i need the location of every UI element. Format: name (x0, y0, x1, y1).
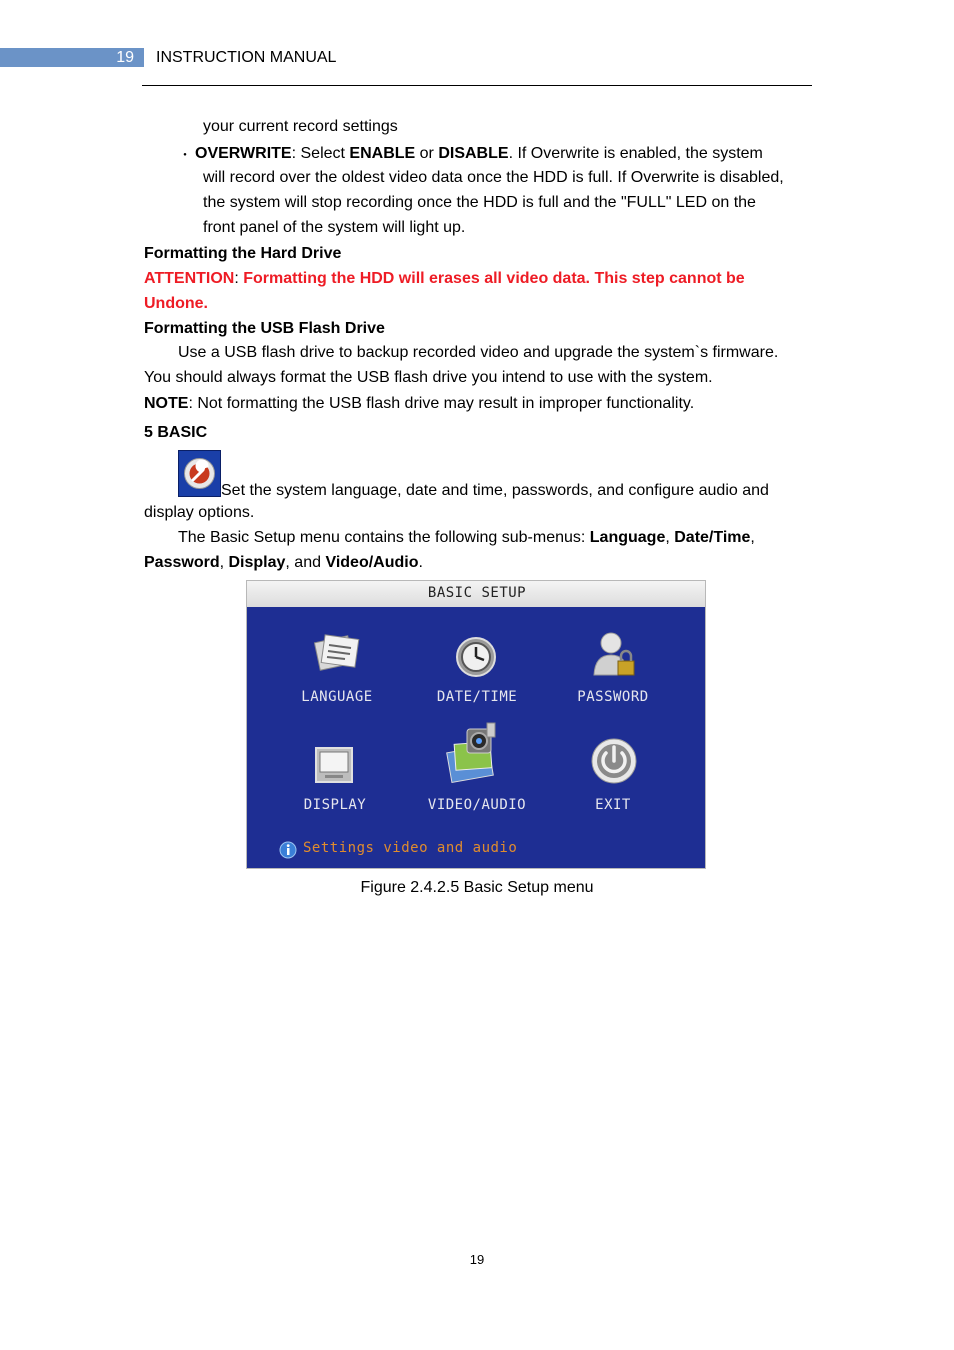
basic-paragraph-2b (144, 553, 423, 572)
text-fragment: , and (285, 554, 326, 571)
text-fragment: . If Overwrite is enabled, the system (508, 145, 763, 162)
overwrite-line-2: will record over the oldest video data once the HDD is full. If Overwrite is disabled, (203, 169, 784, 186)
menu-label-password: PASSWORD (577, 689, 649, 705)
enable-term: ENABLE (349, 145, 416, 162)
menu-label-date-time: DATE/TIME (436, 689, 518, 705)
note-label: NOTE (144, 395, 189, 412)
attention-text: Formatting the HDD will erases all video data. This step cannot be (243, 270, 745, 287)
term-display: Display (228, 554, 286, 571)
monitor-icon (315, 747, 353, 785)
text-fragment: : Select (291, 145, 350, 162)
power-icon (590, 737, 638, 785)
language-icon (311, 631, 363, 677)
term-video-audio: Video/Audio (325, 554, 419, 571)
usb-heading (144, 319, 385, 338)
text-fragment: , (665, 529, 675, 546)
basic-setup-screenshot (246, 580, 706, 869)
term-datetime: Date/Time (674, 529, 751, 546)
attention-line-2: Undone. (144, 295, 208, 312)
figure-caption: Figure 2.4.2.5 Basic Setup menu (360, 879, 594, 896)
note-line (144, 394, 694, 413)
menu-title-bar (247, 581, 706, 608)
menu-label-language: LANGUAGE (301, 689, 373, 705)
bullet-marker: ・ (178, 147, 192, 163)
basic-setup-icon (178, 450, 221, 497)
note-text: : Not formatting the USB flash drive may result in improper functionality. (188, 395, 695, 412)
menu-panel (247, 607, 706, 869)
footer-page-number: 19 (469, 1252, 485, 1267)
menu-label-exit: EXIT (595, 797, 631, 813)
record-settings-line: your current record settings (203, 118, 398, 135)
hdd-heading (144, 244, 341, 263)
info-icon (279, 841, 297, 859)
text-fragment: : (234, 270, 244, 287)
term-password: Password (144, 554, 220, 571)
term-language: Language (589, 529, 666, 546)
usb-paragraph-1: Use a USB flash drive to backup recorded video and upgrade the system`s firmware. (178, 344, 779, 361)
attention-line-1 (144, 269, 745, 288)
basic-paragraph-2a (178, 528, 755, 547)
header-divider (142, 85, 812, 86)
disable-term: DISABLE (438, 145, 509, 162)
clock-icon (454, 635, 498, 679)
hdd-heading-text: Formatting the Hard Drive (144, 245, 342, 262)
attention-label: ATTENTION (144, 270, 235, 287)
menu-label-video-audio: VIDEO/AUDIO (427, 797, 527, 813)
overwrite-line-4: front panel of the system will light up. (203, 219, 466, 236)
text-fragment: or (415, 145, 439, 162)
menu-label-display: DISPLAY (303, 797, 367, 813)
usb-heading-text: Formatting the USB Flash Drive (144, 320, 385, 337)
basic-heading (144, 423, 207, 442)
menu-title: BASIC SETUP (427, 585, 527, 601)
text-fragment: The Basic Setup menu contains the following sub-menus: (178, 529, 590, 546)
usb-paragraph-2: You should always format the USB flash drive you intend to use with the system. (144, 369, 713, 386)
header-title: INSTRUCTION MANUAL (156, 49, 337, 66)
overwrite-line-1 (195, 144, 763, 163)
text-fragment: , (750, 529, 755, 546)
text-fragment: , (219, 554, 229, 571)
basic-heading-text: 5 BASIC (144, 424, 208, 441)
menu-status-text: Settings video and audio (303, 840, 518, 856)
basic-paragraph-1a: Set the system language, date and time, passwords, and configure audio and (221, 482, 769, 499)
overwrite-line-3: the system will stop recording once the HDD is full and the "FULL" LED on the (203, 194, 756, 211)
basic-paragraph-1b: display options. (144, 504, 255, 521)
overwrite-term: OVERWRITE (195, 145, 292, 162)
text-fragment: . (418, 554, 423, 571)
user-lock-icon (591, 629, 637, 679)
header-page-number: 19 (116, 49, 134, 66)
media-icon (443, 719, 507, 783)
